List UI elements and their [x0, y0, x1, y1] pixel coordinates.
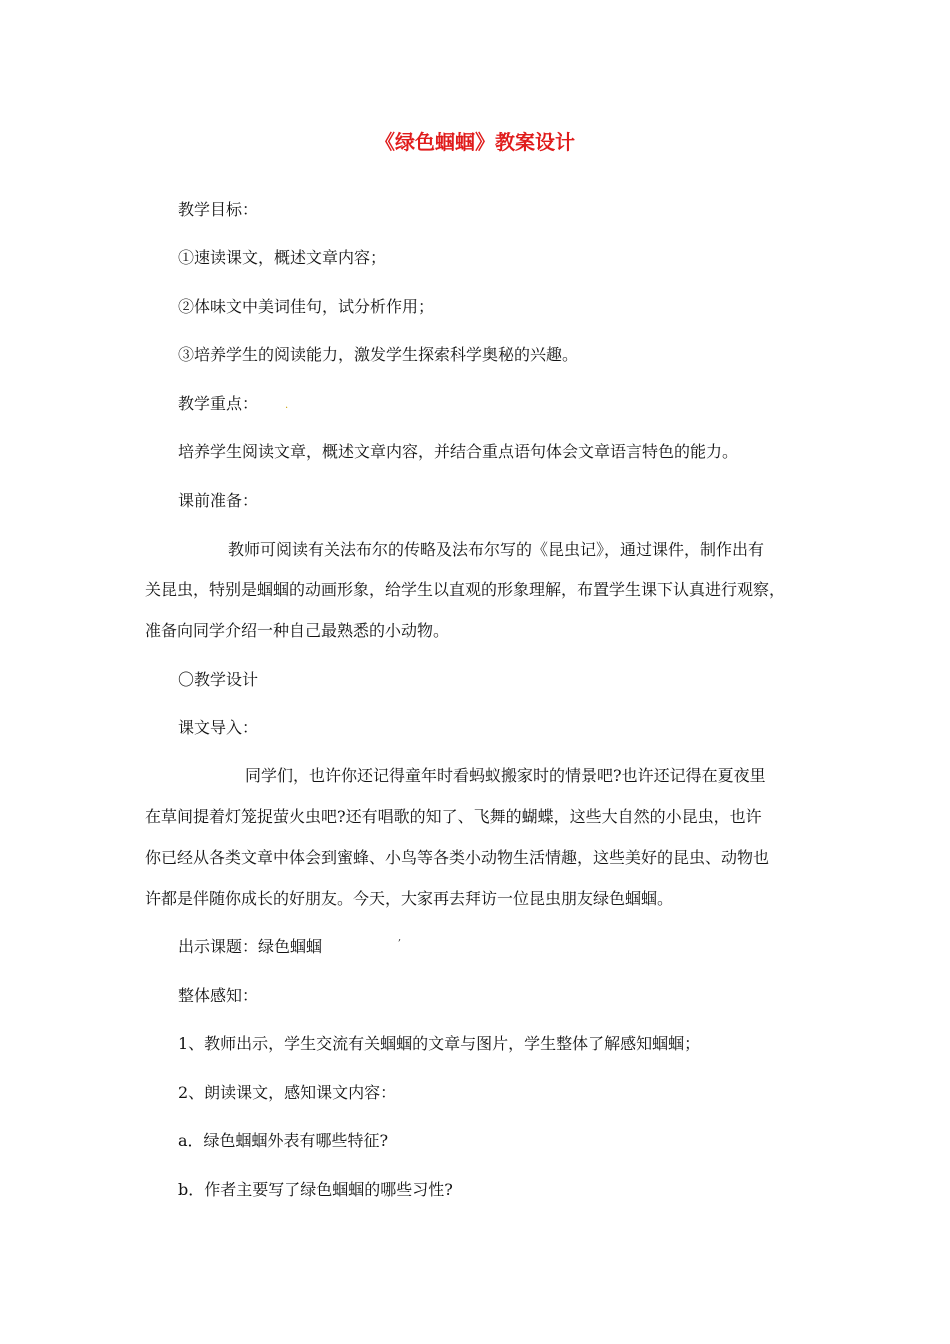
- stray-dot-mark: .: [285, 400, 289, 411]
- objectives-heading: 教学目标：: [178, 200, 259, 219]
- intro-line-4: 许都是伴随你成长的好朋友。今天，大家再去拜访一位昆虫朋友绿色蝈蝈。: [145, 889, 674, 908]
- objective-item-1: ①速读课文，概述文章内容；: [178, 248, 387, 267]
- topic-line: 出示课题：绿色蝈蝈: [178, 937, 323, 956]
- key-points-text: 培养学生阅读文章，概述文章内容，并结合重点语句体会文章语言特色的能力。: [178, 442, 739, 461]
- document-title: 《绿色蝈蝈》教案设计: [375, 130, 575, 154]
- stray-comma-mark: ,: [398, 932, 402, 943]
- preparation-line-1: 教师可阅读有关法布尔的传略及法布尔写的《昆虫记》，通过课件，制作出有: [228, 540, 765, 559]
- overall-item-1: 1、教师出示，学生交流有关蝈蝈的文章与图片，学生整体了解感知蝈蝈；: [178, 1034, 701, 1053]
- overall-item-2: 2、朗读课文，感知课文内容：: [178, 1083, 397, 1102]
- intro-line-1: 同学们，也许你还记得童年时看蚂蚁搬家时的情景吧?也许还记得在夏夜里: [245, 766, 766, 785]
- objective-item-3: ③培养学生的阅读能力，激发学生探索科学奥秘的兴趣。: [178, 345, 579, 364]
- key-points-heading: 教学重点：: [178, 394, 259, 413]
- overall-item-3: a．绿色蝈蝈外表有哪些特征?: [178, 1131, 389, 1150]
- intro-line-3: 你已经从各类文章中体会到蜜蜂、小鸟等各类小动物生活情趣，这些美好的昆虫、动物也: [145, 848, 770, 867]
- design-heading: 〇教学设计: [178, 670, 259, 689]
- preparation-line-2: 关昆虫，特别是蝈蝈的动画形象，给学生以直观的形象理解，布置学生课下认真进行观察，: [145, 580, 786, 599]
- overall-item-4: b．作者主要写了绿色蝈蝈的哪些习性?: [178, 1180, 453, 1199]
- overall-heading: 整体感知：: [178, 986, 259, 1005]
- intro-heading: 课文导入：: [178, 718, 259, 737]
- preparation-heading: 课前准备：: [178, 491, 259, 510]
- preparation-line-3: 准备向同学介绍一种自己最熟悉的小动物。: [145, 621, 450, 640]
- objective-item-2: ②体味文中美词佳句，试分析作用；: [178, 297, 435, 316]
- intro-line-2: 在草间提着灯笼捉萤火虫吧?还有唱歌的知了、飞舞的蝴蝶，这些大自然的小昆虫，也许: [145, 807, 762, 826]
